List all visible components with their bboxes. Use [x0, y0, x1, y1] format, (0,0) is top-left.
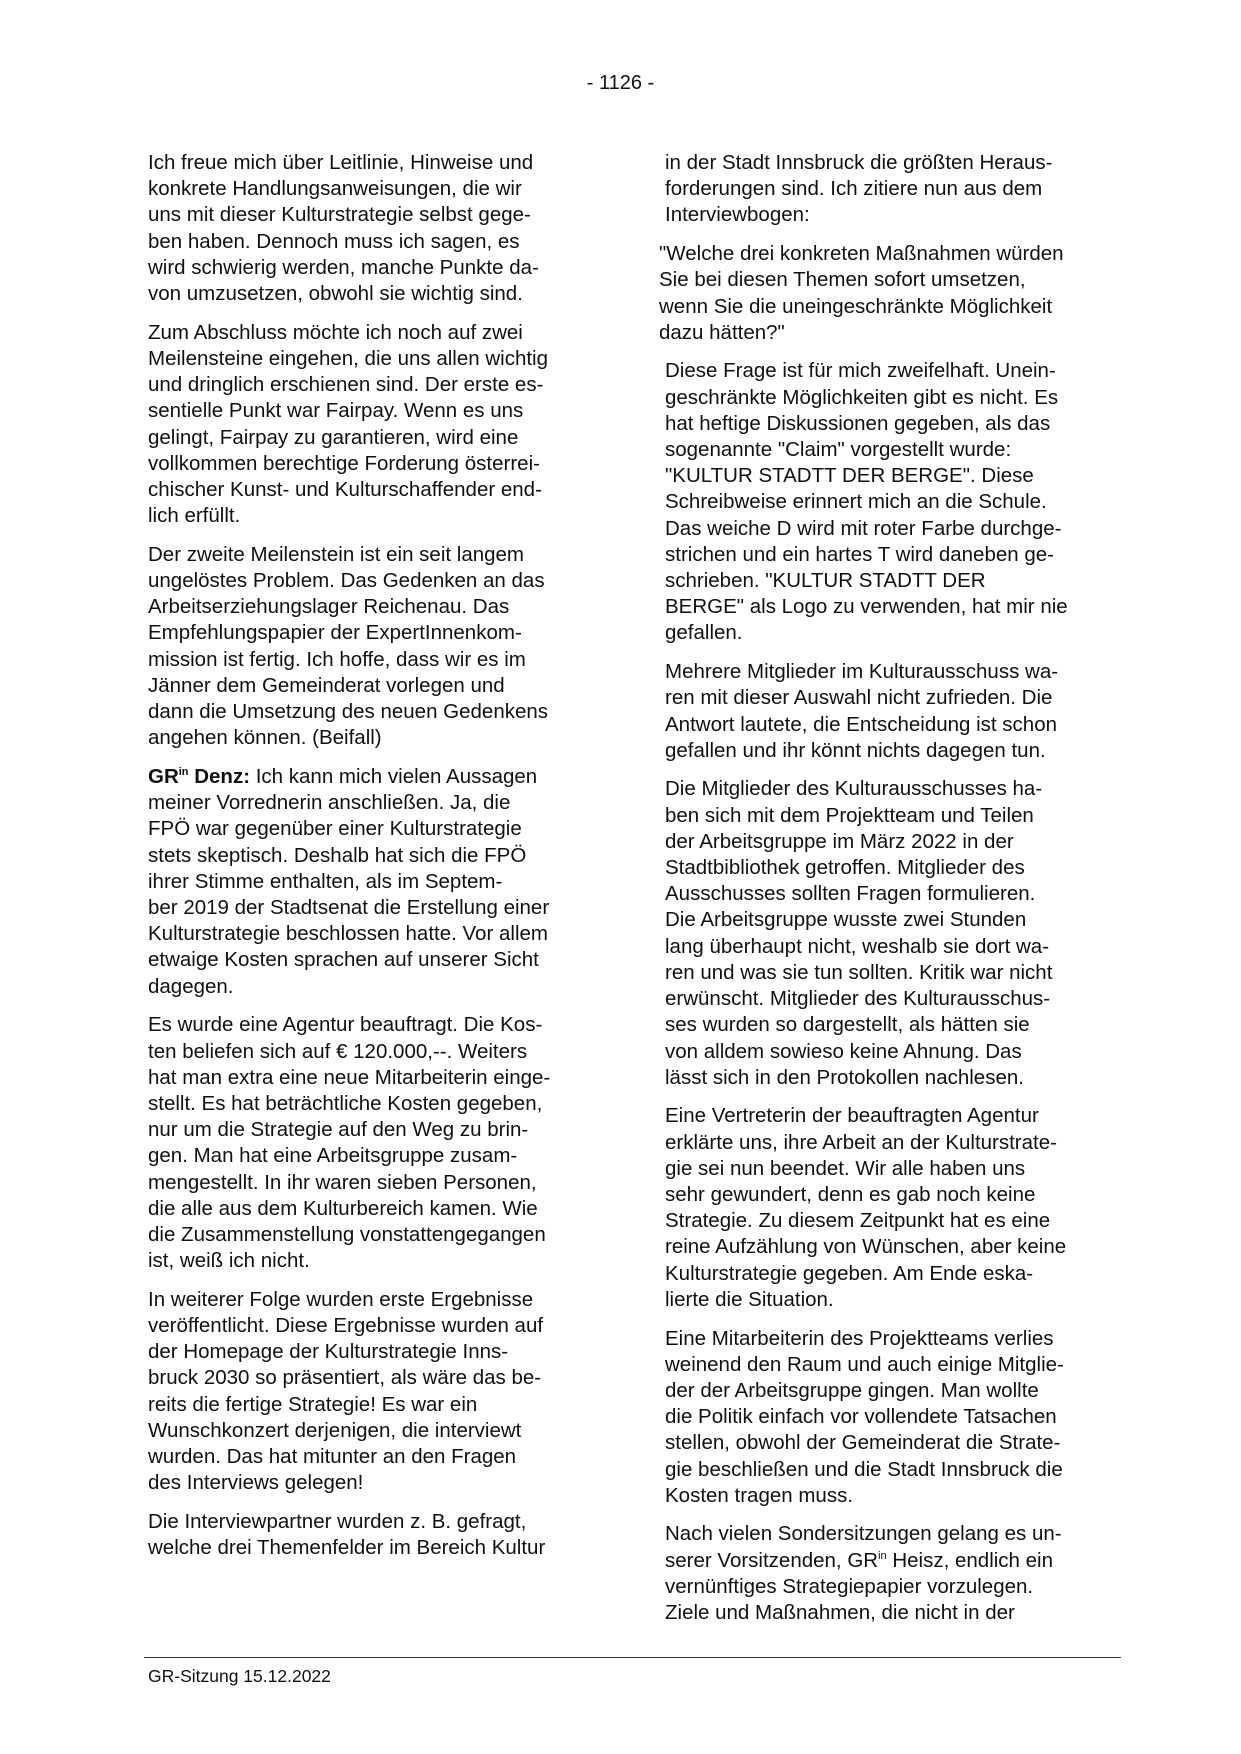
text-line: Schreibweise erinnert mich an die Schule. [665, 490, 1047, 514]
text-line: lässt sich in den Protokollen nachlesen. [665, 1065, 1024, 1089]
text-line: ren und was sie tun sollten. Kritik war nicht [665, 960, 1053, 984]
text-line: Zum Abschluss möchte ich noch auf zwei [148, 320, 523, 344]
text-line: gefallen und ihr könnt nichts dagegen tun. [665, 738, 1046, 762]
text-line: lich erfüllt. [148, 504, 241, 528]
text-line: chischer Kunst- und Kulturschaffender end- [148, 477, 542, 501]
text-line: ren mit dieser Auswahl nicht zufrieden. Die [665, 686, 1053, 710]
text-line: Arbeitserziehungslager Reichenau. Das [148, 595, 510, 619]
text-line: nur um die Strategie auf den Weg zu brin- [148, 1118, 529, 1142]
paragraph [665, 358, 1120, 646]
text-line: Sie bei diesen Themen sofort umsetzen, [659, 268, 1026, 292]
text-line: strichen und ein hartes T wird daneben ge- [665, 542, 1054, 566]
text-line: weinend den Raum und auch einige Mitglie- [665, 1352, 1064, 1376]
text-line: sentielle Punkt war Fairpay. Wenn es uns [148, 399, 524, 423]
text-line: Der zweite Meilenstein ist ein seit langem [148, 542, 524, 566]
text-line: die Zusammenstellung vonstattengegangen [148, 1222, 546, 1246]
text-line: Die Interviewpartner wurden z. B. gefragt, [148, 1509, 527, 1533]
text-line: serer Vorsitzenden, $GR^{in}$ Heisz, endlich ein [665, 1548, 1054, 1572]
text-line: Eine Mitarbeiterin des Projektteams verlies [665, 1326, 1054, 1350]
text-line: "Welche drei konkreten Maßnahmen würden [659, 242, 1064, 266]
text-line: des Interviews gelegen! [148, 1471, 364, 1495]
text-line: Eine Vertreterin der beauftragten Agentur [665, 1104, 1039, 1128]
text-line: die Politik einfach vor vollendete Tatsachen [665, 1405, 1057, 1429]
text-line: ses wurden so dargestellt, als hätten sie [665, 1013, 1030, 1037]
text-line: reine Aufzählung von Wünschen, aber keine [665, 1235, 1067, 1259]
text-line: FPÖ war gegenüber einer Kulturstrategie [148, 817, 522, 841]
paragraph [665, 1326, 1120, 1509]
paragraph [665, 1103, 1120, 1313]
left-column [148, 150, 600, 1574]
paragraph [665, 659, 1120, 764]
text-line: etwaige Kosten sprachen auf unserer Sicht [148, 948, 539, 972]
text-line: der der Arbeitsgruppe gingen. Man wollte [665, 1378, 1039, 1402]
paragraph [148, 1509, 600, 1561]
text-line: wird schwierig werden, manche Punkte da- [148, 255, 539, 279]
text-line: von umzusetzen, obwohl sie wichtig sind. [148, 282, 523, 306]
text-line: Die Mitglieder des Kulturausschusses ha- [665, 777, 1043, 801]
text-line: Nach vielen Sondersitzungen gelang es un- [665, 1522, 1062, 1546]
text-line: ihrer Stimme enthalten, als im Septem- [148, 869, 503, 893]
text-line: wurden. Das hat mitunter an den Fragen [148, 1445, 517, 1469]
page-number: - 1126 - [586, 72, 655, 94]
text-line: ben haben. Dennoch muss ich sagen, es [148, 229, 520, 253]
text-line: geschränkte Möglichkeiten gibt es nicht. Es [665, 385, 1059, 409]
text-line: Stadtbibliothek getroffen. Mitglieder des [665, 856, 1025, 880]
text-line: gen. Man hat eine Arbeitsgruppe zusam- [148, 1144, 518, 1168]
text-line: hat man extra eine neue Mitarbeiterin einge- [148, 1065, 551, 1089]
text-line: vernünftiges Strategiepapier vorzulegen. [665, 1574, 1034, 1598]
text-line: BERGE" als Logo zu verwenden, hat mir nie [665, 595, 1068, 619]
text-line: veröffentlicht. Diese Ergebnisse wurden auf [148, 1314, 544, 1338]
text-line: gelingt, Fairpay zu garantieren, wird eine [148, 425, 519, 449]
text-line: Das weiche D wird mit roter Farbe durchge- [665, 516, 1062, 540]
text-line: Strategie. Zu diesem Zeitpunkt hat es eine [665, 1209, 1051, 1233]
quote-paragraph [659, 241, 1120, 346]
text-line: schrieben. "KULTUR STADTT DER [665, 569, 986, 593]
text-line: dazu hätten?" [659, 320, 785, 344]
text-line: gefallen. [665, 621, 743, 645]
text-line: Die Arbeitsgruppe wusste zwei Stunden [665, 908, 1027, 932]
text-line: stellen, obwohl der Gemeinderat die Strate- [665, 1431, 1061, 1455]
footer-divider [144, 1657, 1121, 1658]
text-line: sehr gewundert, denn es gab noch keine [665, 1183, 1036, 1207]
footer-session-date: GR-Sitzung 15.12.2022 [148, 1666, 331, 1686]
text-line: Empfehlungspapier der ExpertInnenkom- [148, 621, 522, 645]
text-line: uns mit dieser Kulturstrategie selbst gege- [148, 203, 531, 227]
text-line: Ziele und Maßnahmen, die nicht in der [665, 1601, 1015, 1625]
text-line: Ich freue mich über Leitlinie, Hinweise und [148, 151, 534, 174]
text-line: dagegen. [148, 974, 234, 998]
text-line: sogenannte "Claim" vorgestellt wurde: [665, 438, 1012, 462]
text-line: hat heftige Diskussionen gegeben, als das [665, 411, 1051, 435]
text-line: forderungen sind. Ich zitiere nun aus dem [665, 177, 1043, 201]
text-line: wenn Sie die uneingeschränkte Möglichkeit [659, 294, 1053, 318]
text-line: erklärte uns, ihre Arbeit an der Kulturstrate- [665, 1130, 1057, 1154]
text-line: mission ist fertig. Ich hoffe, dass wir es im [148, 647, 526, 671]
text-line: In weiterer Folge wurden erste Ergebnisse [148, 1287, 534, 1311]
text-line: und dringlich erschienen sind. Der erste es- [148, 373, 544, 397]
paragraph [665, 1521, 1120, 1626]
text-line: Mehrere Mitglieder im Kulturausschuss wa- [665, 660, 1059, 684]
text-line: gie sei nun beendet. Wir alle haben uns [665, 1156, 1026, 1180]
paragraph [148, 320, 600, 530]
paragraph [148, 1287, 600, 1497]
text-line: vollkommen berechtige Forderung österrei- [148, 451, 540, 475]
paragraph [665, 776, 1120, 1090]
text-line: stellt. Es hat beträchtliche Kosten gegeben, [148, 1091, 543, 1115]
speaker-name: $GR^{in}$ Denz: [148, 764, 251, 788]
text-line: Jänner dem Gemeinderat vorlegen und [148, 673, 505, 697]
text-line: Meilensteine eingehen, die uns allen wichtig [148, 346, 549, 370]
text-line: Kosten tragen muss. [665, 1483, 854, 1507]
text-line: ist, weiß ich nicht. [148, 1249, 310, 1273]
paragraph [148, 1012, 600, 1274]
text-line: gie beschließen und die Stadt Innsbruck die [665, 1457, 1063, 1481]
text-line: konkrete Handlungsanweisungen, die wir [148, 177, 522, 201]
text-line: stets skeptisch. Deshalb hat sich die FPÖ [148, 843, 527, 867]
speaker-line: $GR^{in}$ Denz: Ich kann mich vielen Aussagen [148, 764, 538, 788]
text-line: erwünscht. Mitglieder des Kulturausschus- [665, 987, 1051, 1011]
text-line: von alldem sowieso keine Ahnung. Das [665, 1039, 1022, 1063]
text-line: ten beliefen sich auf € 120.000,--. Weiters [148, 1039, 528, 1063]
text-line: Es wurde eine Agentur beauftragt. Die Kos- [148, 1013, 543, 1037]
text-line: meiner Vorrednerin anschließen. Ja, die [148, 791, 511, 815]
text-line: in der Stadt Innsbruck die größten Heraus- [665, 151, 1053, 174]
text-line: reits die fertige Strategie! Es war ein [148, 1392, 478, 1416]
text-line: mengestellt. In ihr waren sieben Personen, [148, 1170, 537, 1194]
text-line: bruck 2030 so präsentiert, als wäre das be- [148, 1366, 542, 1390]
paragraph [148, 150, 600, 307]
text-line: lierte die Situation. [665, 1287, 834, 1311]
text-line: der Arbeitsgruppe im März 2022 in der [665, 829, 1014, 853]
text-line: Antwort lautete, die Entscheidung ist schon [665, 712, 1058, 736]
text-line: der Homepage der Kulturstrategie Inns- [148, 1340, 509, 1364]
text-line: ungelöstes Problem. Das Gedenken an das [148, 569, 545, 593]
text-line: die alle aus dem Kulturbereich kamen. Wie [148, 1196, 538, 1220]
text-line: lang überhaupt nicht, weshalb sie dort wa- [665, 934, 1050, 958]
text-line: welche drei Themenfelder im Bereich Kultur [148, 1536, 546, 1560]
text-line: "KULTUR STADTT DER BERGE". Diese [665, 464, 1034, 488]
text-line: dann die Umsetzung des neuen Gedenkens [148, 700, 549, 724]
text-line: ber 2019 der Stadtsenat die Erstellung einer [148, 895, 550, 919]
right-column [659, 150, 1120, 1639]
paragraph [148, 542, 600, 752]
text-line: Interviewbogen: [665, 203, 810, 227]
text-line: Kulturstrategie gegeben. Am Ende eska- [665, 1261, 1034, 1285]
text-line: Diese Frage ist für mich zweifelhaft. Unein- [665, 359, 1056, 383]
text-line: Kulturstrategie beschlossen hatte. Vor allem [148, 922, 548, 946]
text-line: Wunschkonzert derjenigen, die interviewt [148, 1418, 522, 1442]
text-line: angehen können. (Beifall) [148, 726, 382, 750]
text-line: ben sich mit dem Projektteam und Teilen [665, 803, 1034, 827]
speaker-paragraph [148, 764, 600, 1000]
text-line: Ausschusses sollten Fragen formulieren. [665, 882, 1036, 906]
paragraph [665, 150, 1120, 229]
